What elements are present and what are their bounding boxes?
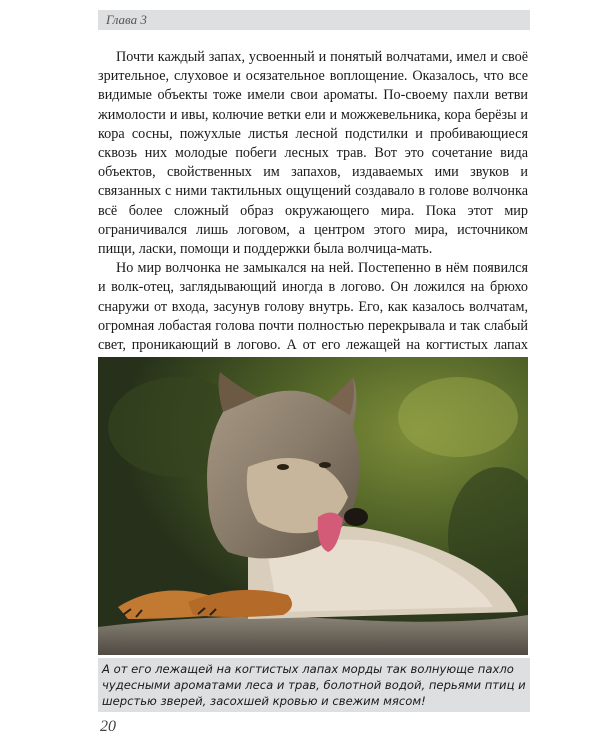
- photo-caption: [98, 658, 530, 712]
- caption-text: А от его лежащей на когтистых лапах морды так волнующе пахло чудесными ароматами леса и трав, болотной водой, перьями птиц и шерстью зверей, засохшей кровью и свежим мясом!: [102, 662, 526, 708]
- chapter-title: Глава 3: [106, 12, 147, 27]
- wolf-photo: [98, 357, 528, 655]
- body-text: [98, 48, 528, 374]
- page-number: 20: [100, 718, 116, 735]
- paragraph: Но мир волчонка не замыкался на ней. Постепенно в нём появился и волк-отец, заглядывающий иногда в логово. Он ложился на брюхо снаружи от входа, засунув голову внутрь. Его, как казалось волчатам, огромная лобастая голова почти полностью перекрывала и так слабый свет, проникающий в логово. А от его лежащей на когтистых лапах: [98, 260, 528, 354]
- paragraph: Почти каждый запах, усвоенный и понятый волчатами, имел и своё зрительное, слуховое и осязательное воплощение. Оказалось, что все видимые объекты тоже имели свои ароматы. По-своему пахли ветви жимолости и ивы, колючие ветки ели и можжевельника, кора берёзы и кора сосны, пожухлые листья лесной подстилки и пробивающиеся сквозь них молодые побеги лесных трав. Вот это сочетание вида объектов, свойственных им запахов, издаваемых ими звуков и связанных с ними тактильных ощущений создавало в голове волчонка всё более сложный образ окружающего мира. Пока этот мир ограничивался лишь логовом, а центром этого мира, источником пищи, ласки, помощи и поддержки была волчица-мать.: [98, 49, 528, 258]
- running-header: [98, 10, 530, 30]
